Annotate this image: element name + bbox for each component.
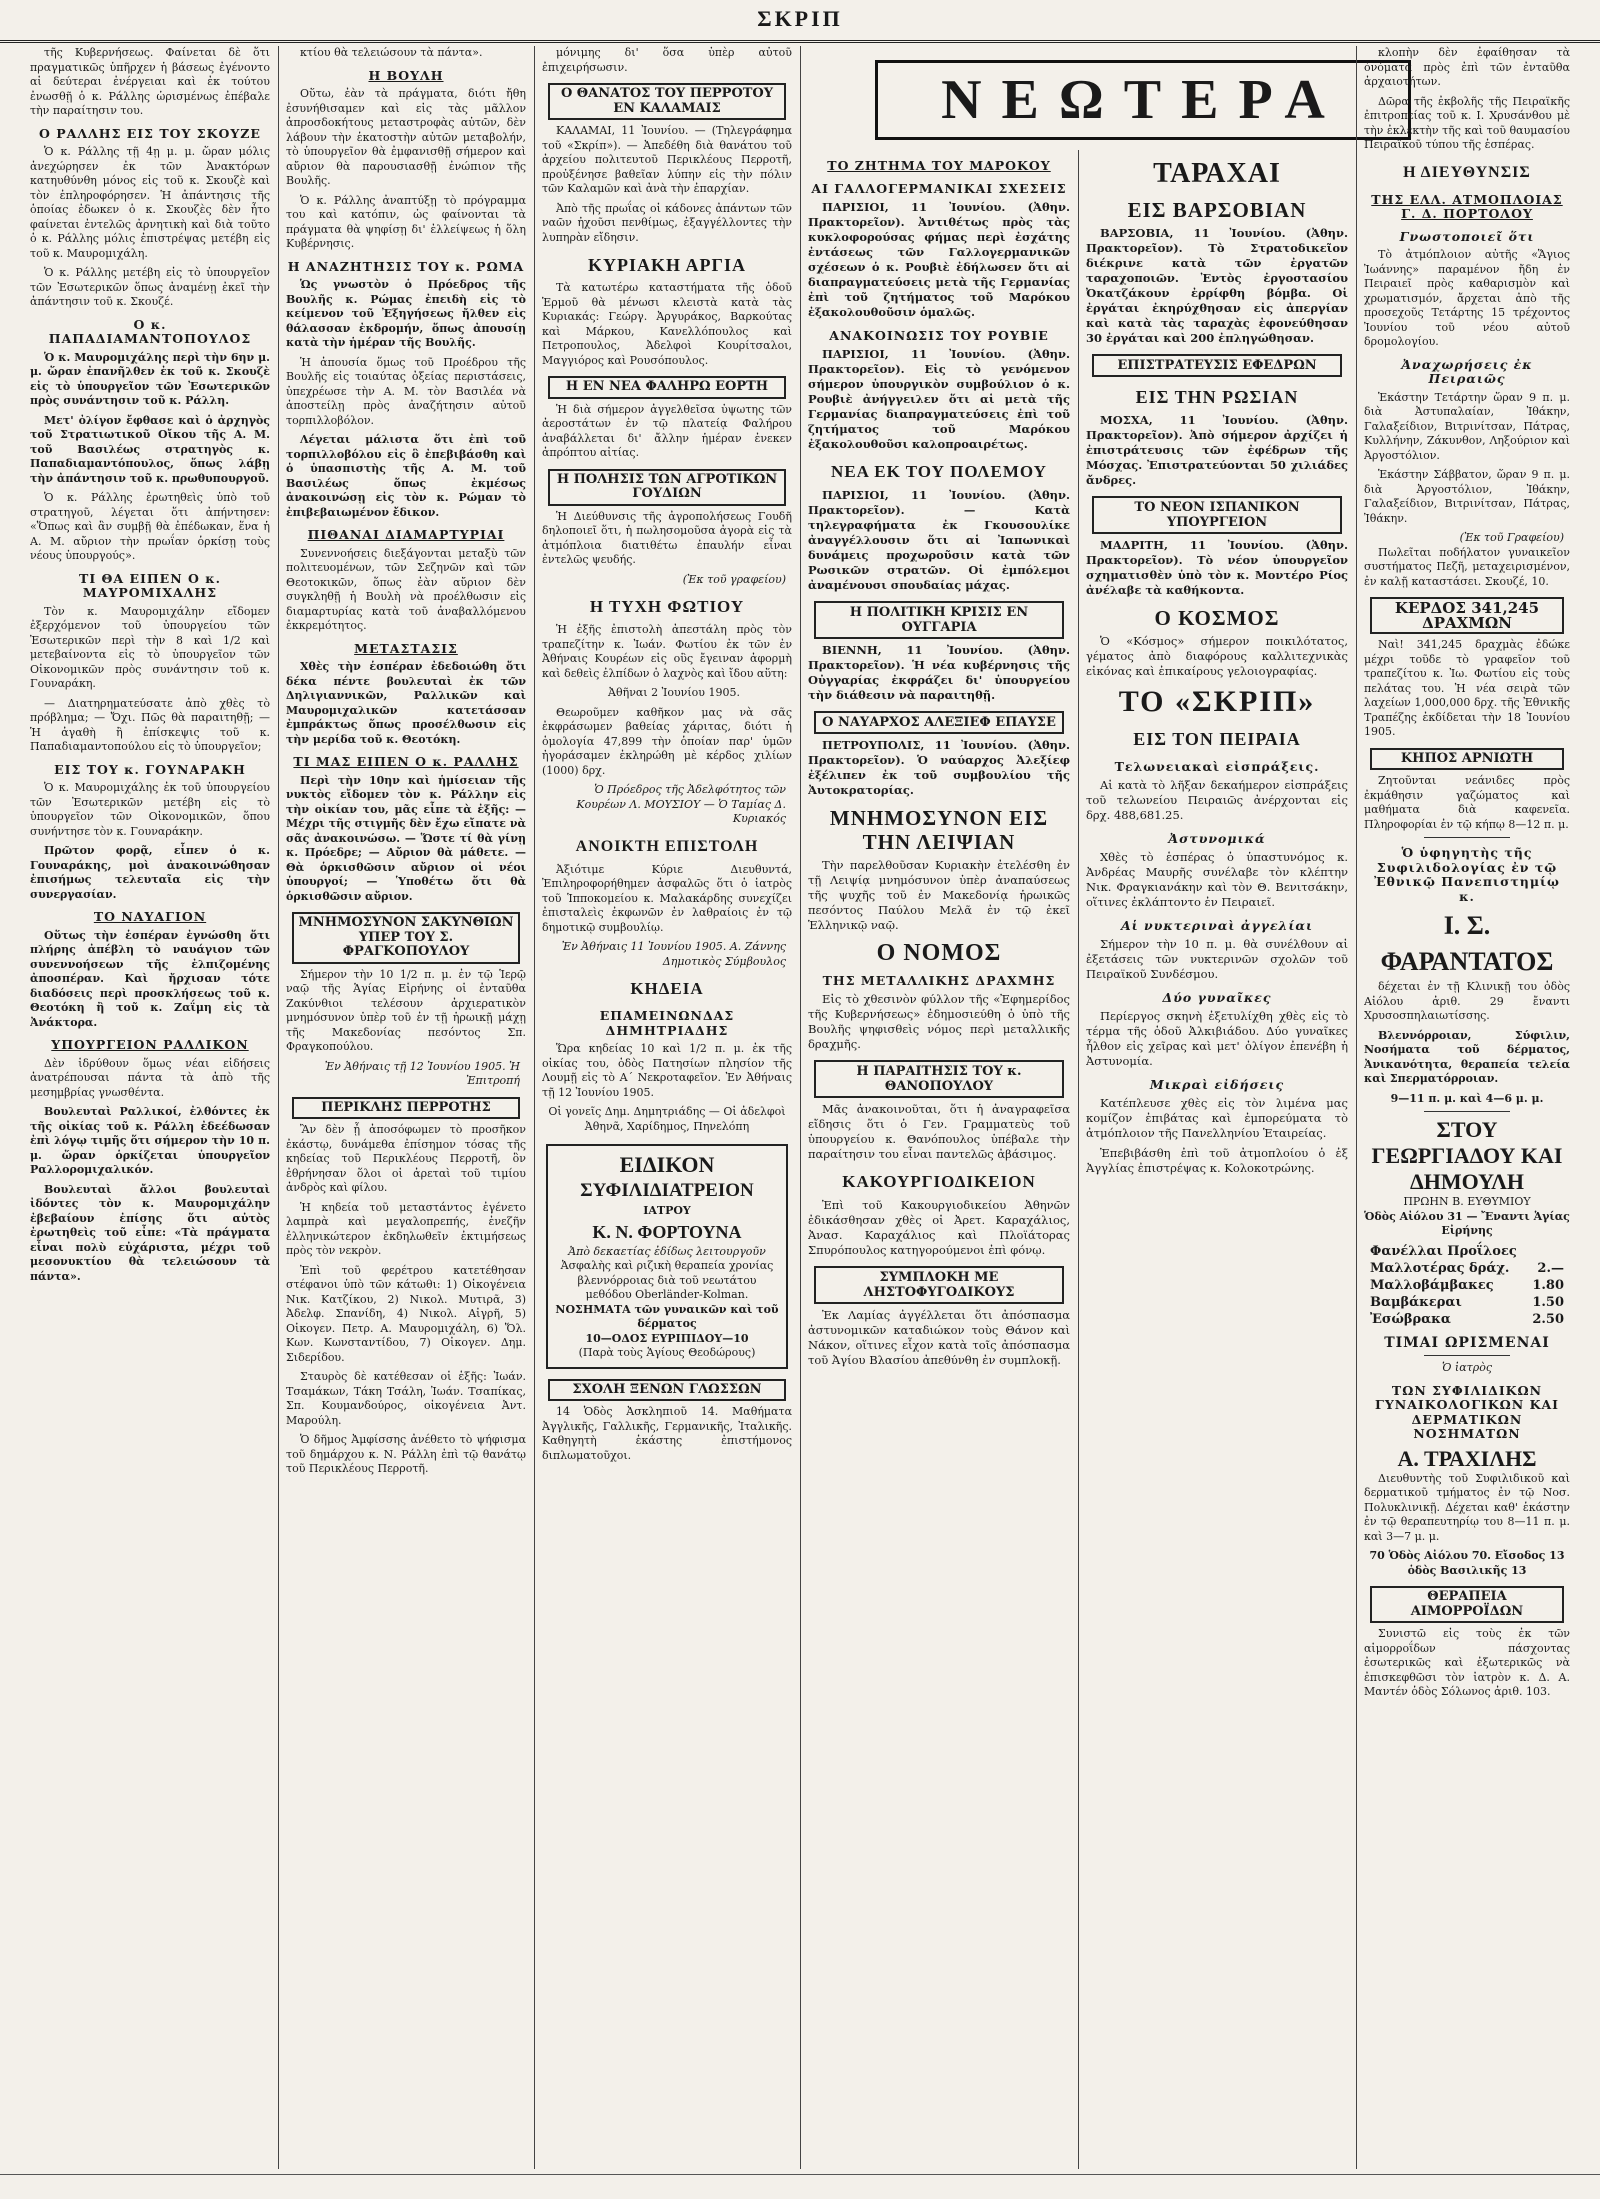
article-text: Ζητοῦνται νεάνιδες πρὸς ἐκμάθησιν γαζώματος καὶ μαθήματα διὰ καφενεῖα. Πληροφορίαι ἐν τῷ κήπῳ 8—12 π. μ.	[1364, 774, 1570, 831]
section-heading-boxed: ΘΕΡΑΠΕΙΑ ΑΙΜΟΡΡΟΪΔΩΝ	[1370, 1586, 1564, 1623]
article-text: Ἐπεβιβάσθη ἐπὶ τοῦ ἀτμοπλοίου ὁ ἐξ Ἀγγλίας ἐπιστρέψας κ. Κολοκοτρώνης.	[1086, 1146, 1348, 1175]
column-2	[286, 46, 526, 2169]
article-text: Οὕτως τὴν ἑσπέραν ἐγνώσθη ὅτι πλήρης ἀπέβλη τὸ ναυάγιον τῶν συνεννοήσεων τῆς ἐλπιζομένης ἀποσπέραν. Καὶ ἤρχισαν τότε διαδόσεις περὶ προσκλήσεως τοῦ κ. Θεοτόκη ἢ τοῦ κ. Ζαΐμη εἰς τὰ Ἀνάκτορα.	[30, 928, 270, 1029]
signature: Ὁ Πρόεδρος τῆς Ἀδελφότητος τῶν Κουρέων Λ. ΜΟΥΣΙΟΥ — Ὁ Ταμίας Δ. Κυριακός	[576, 783, 786, 825]
office-hours: 9—11 π. μ. καὶ 4—6 μ. μ.	[1390, 1091, 1544, 1105]
price-row	[1364, 1277, 1570, 1294]
article-text: Αἱ κατὰ τὸ λῆξαν δεκαήμερον εἰσπράξεις τοῦ τελωνείου Πειραιῶς ἀνέρχονται εἰς δρχ. 488,681.25.	[1086, 778, 1348, 822]
section-subheading: ΕΠΑΜΕΙΝΩΝΔΑΣ ΔΗΜΗΤΡΙΑΔΗΣ	[599, 1008, 735, 1038]
section-heading: ΑΝΑΚΟΙΝΩΣΙΣ ΤΟΥ ΡΟΥΒΙΕ	[829, 328, 1049, 343]
article-text: Ὁ κ. Ράλλης τῇ 4ῃ μ. μ. ὥραν μόλις ἀνεχώρησεν ἐκ τῶν Ἀνακτόρων κατηυθύνθη μόνος εἰς τοῦ κ. Σκουζὲ καὶ τὸν ἐπληροφόρησεν. Ἡ ἀπάντησις τῆς ὁποίας ἐδωκεν ὁ κ. Σκουζὲς δὲν ἦτο φαίνεται ἐντελῶς ἀρνητικὴ καὶ διὰ τοῦτο ὁ κ. Ράλλης μόλις ἐπιστρέψας μετέβη εἰς τοῦ κ. Μαυρομιχάλη.	[30, 145, 270, 260]
article-text: ΚΑΛΑΜΑΙ, 11 Ἰουνίου. — (Τηλεγράφημα τοῦ «Σκρίπ»). — Ἀπεδέθη διὰ θανάτου τοῦ ἀρχείου πολιτευτοῦ Περικλέους Περροτῆ, προὐξένησε βαθεῖαν λύπην εἰς τὴν πόλιν τῶν Καλαμῶν καὶ ἀνὰ τὴν ἐπαρχίαν.	[542, 124, 792, 195]
article-text: Μᾶς ἀνακοινοῦται, ὅτι ἡ ἀναγραφεῖσα εἴδησις ὅτι ὁ Γεν. Γραμματεὺς τοῦ ὑπουργείου κ. Θανόπουλος ὑπέβαλε τὴν παραίτησιν του εἶναι παντελῶς ἀβάσιμος.	[808, 1102, 1070, 1161]
article-text: Ὁ κ. Ράλλης ἐρωτηθεὶς ὑπὸ τοῦ στρατηγοῦ, λέγεται ὅτι ἀπήντησεν: «Ὅπως καὶ ἂν συμβῇ θὰ ἐπέδωκαν, ἕνα ἡ Α. Μ. αὔριον τὴν πρωΐαν ὁρκίσῃ τοὺς νέους ὑπουργούς».	[30, 491, 270, 562]
article-text: ΜΟΣΧΑ, 11 Ἰουνίου. (Ἀθην. Πρακτορεῖον). Ἀπὸ σήμερον ἀρχίζει ἡ ἐπιστράτευσις τῶν ἐφέδρων τῆς Μόσχας. Ἐπιστρατεύονται 50 χιλιάδες ἄνδρες.	[1086, 413, 1348, 487]
fixed-prices: ΤΙΜΑΙ ΩΡΙΣΜΕΝΑΙ	[1384, 1334, 1550, 1351]
article-text: Ὁ κ. Μαυρομιχάλης περὶ τὴν 6ην μ. μ. ὥραν ἐπανῆλθεν ἐκ τοῦ κ. Σκουζὲ εἰς τὸ ὑπουργεῖον τῶν Ἐσωτερικῶν πρὸς συνάντησιν τοῦ κ. Ράλλη.	[30, 350, 270, 407]
article-text: Ἑκάστην Σάββατον, ὥραν 9 π. μ. διὰ Ἀργοστόλιον, Ἰθάκην, Γαλαξείδιον, Βιτρινίτσαν, Πάτρας, Ἰθάκην.	[1364, 468, 1570, 525]
article-text: Ἐκ Λαμίας ἀγγέλλεται ὅτι ἀπόσπασμα ἀστυνομικῶν καταδιώκον τοὺς Θάνον καὶ Νάκον, οἵτινες εἶχον κατὰ τοῖς ἀπόσπασμα τοῦ Ἀγίου Βλασίου ἀπεθύνθη ἐν συμπλοκῇ.	[808, 1308, 1070, 1367]
article-text: Περίεργος σκηνὴ ἐξετυλίχθη χθὲς εἰς τὸ τέρμα τῆς ὁδοῦ Ἀλκιβιάδου. Δύο γυναῖκες ἦλθον εἰς χεῖρας καὶ μετ' ὀλίγον ἐπενέβη ἡ Ἀστυνομία.	[1086, 1009, 1348, 1068]
article-text: Τὸ ἀτμόπλοιον αὐτῆς «Ἅγιος Ἰωάννης» παραμένον ἤδη ἐν Πειραιεῖ πρὸς καθαρισμὸν καὶ χρωματισμόν, ἄρχεται ἀπὸ τῆς προσεχοῦς Τετάρτης 15 τρέχοντος Ἰουνίου τοῦ νέου αὐτοῦ δρομολογίου.	[1364, 248, 1570, 348]
price-item: Φανέλλαι Προΐλοες	[1370, 1243, 1517, 1259]
article-text: ΒΙΕΝΝΗ, 11 Ἰουνίου. (Ἀθην. Πρακτορεῖον). Ἡ νέα κυβέρνησις τῆς Οὐγγαρίας ἐκφράζει δι' ὑπουργείου τὴν διάθεσιν νὰ παραιτηθῇ.	[808, 643, 1070, 702]
section-subheading: ΤΗΣ ΕΛΛ. ΑΤΜΟΠΛΟΙΑΣ Γ. Δ. ΠΟΡΤΟΛΟΥ	[1371, 191, 1563, 221]
section-heading: Μικραὶ εἰδήσεις	[1149, 1077, 1285, 1092]
section-subheading: ΕΙΣ ΤΟΝ ΠΕΙΡΑΙΑ	[1133, 729, 1301, 749]
article-text: Ἡ διὰ σήμερον ἀγγελθεῖσα ὑψωτης τῶν ἀεροστάτων ἐν τῷ πλατείᾳ Φαλήρου ἀναβάλλεται δι' ἄλλην ἡμέραν ἐνεκεν ἀπρόπτου αἰτίας.	[542, 402, 792, 459]
column-6	[1364, 46, 1570, 2169]
masthead	[0, 0, 1600, 43]
section-heading: Ἀστυνομικά	[1168, 831, 1266, 846]
article-text: Ὁ κ. Μαυρομιχάλης ἐκ τοῦ ὑπουργείου τῶν Ἐσωτερικῶν μετέβη εἰς τὸ ὑπουργεῖον τῶν Οἰκονομικῶν, ὅπου συνήντησε τὸν κ. Γουναράκην.	[30, 781, 270, 838]
signature: (Ἐκ τοῦ γραφείου)	[682, 572, 786, 586]
column-5	[1086, 150, 1348, 2169]
advertisement-box	[546, 1144, 788, 1369]
ad-address: 70 Ὁδὸς Αἰόλου 70. Εἴσοδος 13 ὁδὸς Βασιλικῆς 13	[1369, 1549, 1565, 1577]
section-heading: ΤΙ ΘΑ ΕΙΠΕΝ Ο κ. ΜΑΥΡΟΜΙΧΑΛΗΣ	[79, 570, 221, 600]
article-text: Ἀθῆναι 2 Ἰουνίου 1905.	[608, 686, 740, 699]
price-value: 1.50	[1532, 1294, 1564, 1310]
price-item: Ἐσώβρακα	[1370, 1311, 1451, 1327]
section-heading-boxed: ΚΕΡΔΟΣ 341,245 ΔΡΑΧΜΩΝ	[1370, 597, 1564, 634]
article-text: ΠΕΤΡΟΥΠΟΛΙΣ, 11 Ἰουνίου. (Ἀθην. Πρακτορεῖον). Ὁ ναύαρχος Ἀλεξίεφ ἐξέλιπεν ἐκ τοῦ συμβουλίου τῆς Ἀυτοκρατορίας.	[808, 738, 1070, 797]
article-text: Μετ' ὀλίγον ἔφθασε καὶ ὁ ἀρχηγὸς τοῦ Στρατιωτικοῦ Οἴκου τῆς Α. Μ. τοῦ Βασιλέως στρατηγὸς κ. Παπαδιαμαντόπουλος, ὅπως λάβῃ τὴν ἀπάντησιν τοῦ κ. πρωθυπουργοῦ.	[30, 413, 270, 485]
column-rule	[1078, 150, 1079, 2169]
section-subheading: ΑΙ ΓΑΛΛΟΓΕΡΜΑΝΙΚΑΙ ΣΧΕΣΕΙΣ	[811, 181, 1067, 196]
article-text: Τὴν παρελθοῦσαν Κυριακὴν ἐτελέσθη ἐν τῇ Λειψίᾳ μνημόσυνον ὑπὲρ ἀναπαύσεως τῆς ψυχῆς τοῦ ἐν Μακεδονίᾳ ἡρωικῶς πεσόντος Παύλου Μελᾶ ἐν τῷ ἐκεῖ Ἑλληνικῷ ναῷ.	[808, 858, 1070, 932]
news-banner: ΝΕΩΤΕΡΑ	[875, 60, 1411, 140]
divider	[1424, 1111, 1510, 1112]
article-text: Σήμερον τὴν 10 π. μ. θὰ συνέλθουν αἱ ἐξετάσεις τῶν νυκτερινῶν σχολῶν τοῦ Πειραϊκοῦ Συνδέσμου.	[1086, 937, 1348, 981]
section-subheading: ΤΗΣ ΜΕΤΑΛΛΙΚΗΣ ΔΡΑΧΜΗΣ	[822, 973, 1056, 988]
article-text: Εἰς τὸ χθεσινὸν φύλλον τῆς «Ἐφημερίδος τῆς Κυβερνήσεως» ἐδημοσιεύθη ὁ ὑπὸ τῆς Βουλῆς ψηφισθεὶς νόμος περὶ μεταλλικῆς δραχμῆς.	[808, 992, 1070, 1051]
signature: (Ἐκ τοῦ Γραφείου)	[1459, 531, 1564, 544]
section-heading: Ο ΡΑΛΛΗΣ ΕΙΣ ΤΟΥ ΣΚΟΥΖΕ	[39, 125, 261, 141]
section-heading: ΜΝΗΜΟΣΥΝΟΝ ΕΙΣ ΤΗΝ ΛΕΙΨΙΑΝ	[829, 806, 1049, 854]
section-heading-boxed: Ο ΘΑΝΑΤΟΣ ΤΟΥ ΠΕΡΡΟΤΟΥ ΕΝ ΚΑΛΑΜΑΙΣ	[548, 83, 786, 120]
section-heading: ΠΙΘΑΝΑΙ ΔΙΑΜΑΡΤΥΡΙΑΙ	[307, 527, 505, 542]
price-row	[1364, 1243, 1570, 1260]
ad-name: Α. ΤΡΑΧΙΛΗΣ	[1397, 1445, 1537, 1471]
article-text: Οὕτω, ἐὰν τὰ πράγματα, διότι ἤθη ἐσυνήθισαμεν καὶ εἰς τὰς μᾶλλον ἀπροσδοκήτους μεταστροφὰς αὐτῶν, δὲν λάβουν τὴν ἑκατοστὴν αὐτῶν μεταβολήν, τὸ ὑπουργεῖον θὰ ἐμφανισθῇ σήμερον καὶ αὔριον θὰ παρουσιασθῇ ἐνώπιον τῆς Βουλῆς.	[286, 87, 526, 187]
article-text: Ἡ Διεύθυνσις τῆς ἀγροπολήσεως Γουδῆ δηλοποιεῖ ὅτι, ἡ πωλησομοῦσα ἀγορὰ εἰς τὰ ἀτμόπλοια διατιθέτω ἐπαυλήν εἶναι ἐντελῶς ψευδής.	[542, 509, 792, 566]
article-text: Τὰ κατωτέρω καταστήματα τῆς ὁδοῦ Ἑρμοῦ θὰ μένωσι κλειστὰ κατὰ τὰς Κυριακάς: Γεώργ. Ἀργυράκος, Βαρκούτας καὶ Μάρκου, Κανελλόπουλος καὶ Πετροπουλος, Ἀδελφοὶ Κουρίτσαλοι, Μαγγιόρος καὶ Ρουσόπουλος.	[542, 281, 792, 367]
price-row	[1364, 1260, 1570, 1277]
article-text: Σήμερον τὴν 10 1/2 π. μ. ἐν τῷ Ἱερῷ ναῷ τῆς Ἁγίας Εἰρήνης οἱ ἐνταῦθα Ζακύνθιοι τελέσουν ἀρχιερατικὸν μνημόσυνον ὑπὲρ τοῦ ἐν τῇ ἡρωικῇ μάχῃ τῆς Μακεδονίας πεσόντος Σπ. Φραγκοπούλου.	[286, 967, 526, 1053]
article-text: Χθὲς τὴν ἑσπέραν ἐδεδοιώθη ὅτι δέκα πέντε βουλευταὶ ἐκ τῶν Δηλιγιαννικῶν, Ραλλικῶν καὶ Μαυρομιχαλικῶν κατετάσσαν ἐμπράκτως ὅπως προσέλθωσιν εἰς τὴν μερίδα τοῦ κ. Θεοτόκη.	[286, 660, 526, 746]
column-rule	[1356, 46, 1357, 2169]
article-text: Κατέπλευσε χθὲς εἰς τὸν λιμένα μας κομίζον ἐπιβάτας καὶ ἐμπορεύματα τὸ ἀτμόπλοιον τῆς Πανελληνίου Ἑταιρείας.	[1086, 1096, 1348, 1140]
article-text: Ἑκάστην Τετάρτην ὥραν 9 π. μ. διὰ Ἀστυπαλαίαν, Ἰθάκην, Γαλαξείδιον, Βιτρινίτσαν, Πάτρας, Κυλλήνην, Ζάκυνθον, Ληξούριον καὶ Ἀργοστόλιον.	[1364, 390, 1570, 462]
section-heading: ΜΕΤΑΣΤΑΣΙΣ	[354, 640, 458, 656]
section-subheading: Γνωστοποιεῖ ὅτι	[1399, 228, 1535, 244]
section-heading: Ο κ. ΠΑΠΑΔΙΑΜΑΝΤΟΠΟΥΛΟΣ	[48, 316, 252, 346]
article-text: Δὲν ἱδρύθουν ὅμως νέαι εἰδήσεις ἀνατρέπουσαι πάντα τὰ ἀπὸ τῆς μεσημβρίας γνωσθέντα.	[30, 1056, 270, 1099]
price-value: 1.80	[1532, 1277, 1564, 1293]
ad-text: ΝΟΣΗΜΑΤΑ τῶν γυναικῶν καὶ τοῦ δέρματος	[555, 1302, 779, 1330]
section-heading-boxed: ΣΥΜΠΛΟΚΗ ΜΕ ΛΗΣΤΟΦΥΓΟΔΙΚΟΥΣ	[814, 1266, 1064, 1304]
ad-address: Ὁδὸς Αἰόλου 31 — Ἔναντι Ἁγίας Εἰρήνης	[1364, 1209, 1570, 1237]
ad-heading: Ὁ ὑφηγητὴς τῆς Συφιλιδολογίας ἐν τῷ Ἐθνικῷ Πανεπιστημίῳ κ.	[1374, 845, 1560, 904]
signature: Ἐν Ἀθήναις τῇ 12 Ἰουνίου 1905. Ἡ Ἐπιτροπή	[324, 1059, 520, 1087]
section-heading-boxed: ΤΟ ΝΕΟΝ ΙΣΠΑΝΙΚΟΝ ΥΠΟΥΡΓΕΙΟΝ	[1092, 496, 1342, 534]
article-text: Πωλεῖται ποδήλατον γυναικεῖον συστήματος Πεζῆ, μεταχειρισμένον, ἐν καλῇ καταστάσει. Σκουζέ, 10.	[1364, 545, 1570, 588]
ad-text: Ἀσφαλὴς καὶ ριζικὴ θεραπεία χρονίας βλεννόρροιας διὰ τοῦ νεωτάτου μεθόδου Oberländer-Kolman.	[560, 1259, 774, 1301]
price-list	[1364, 1243, 1570, 1328]
article-text: Βλεννόρροιαν, Σύφιλιν, Νοσήματα τοῦ δέρματος, Ἀνικανότητα, θεραπεία τελεία καὶ Σπερματόρροιαν.	[1364, 1028, 1570, 1085]
section-heading: Η ΑΝΑΖΗΤΗΣΙΣ ΤΟΥ κ. ΡΩΜΑ	[287, 258, 525, 274]
section-heading: Ο ΝΟΜΟΣ	[876, 940, 1002, 966]
section-heading-boxed: Ο ΝΑΥΑΡΧΟΣ ΑΛΕΞΙΕΦ ΕΠΑΥΣΕ	[814, 711, 1064, 734]
section-heading-boxed: ΠΕΡΙΚΛΗΣ ΠΕΡΡΟΤΗΣ	[292, 1097, 520, 1120]
signature: Ἐν Ἀθήναις 11 Ἰουνίου 1905. Α. Ζάννης Δημοτικὸς Σύμβουλος	[561, 940, 786, 968]
section-heading: ΤΟ «ΣΚΡΙΠ»	[1118, 685, 1316, 718]
article-text: ΠΑΡΙΣΙΟΙ, 11 Ἰουνίου. (Ἀθην. Πρακτορεῖον). — Κατὰ τηλεγραφήματα ἐκ Γκουσουλίκε ἀναγγέλλουσιν ὅτι αἱ Ἰαπωνικαὶ δυνάμεις προχωροῦσιν κατὰ τῶν Ρωσικῶν στρατῶν. Οἱ ἐμπόλεμοι ἀναμένουσι σπουδαίας μάχας.	[808, 488, 1070, 592]
article-text: Λέγεται μάλιστα ὅτι ἐπὶ τοῦ τορπιλλοβόλου εἰς ὃ ἐπεβιβάσθη καὶ ὁ ὑπασπιστὴς τῆς Α. Μ. τοῦ Βασιλέως ὅπως ἐκμέσως ἀνακοινώσῃ εἰς τὸν κ. Ρώμαν τὸ ἐπιβεβαιωμένον ἔδικον.	[286, 433, 526, 519]
section-heading: ΤΙ ΜΑΣ ΕΙΠΕΝ Ο κ. ΡΑΛΛΗΣ	[293, 754, 519, 769]
section-heading-boxed: Η ΕΝ ΝΕΑ ΦΑΛΗΡΩ ΕΟΡΤΗ	[548, 376, 786, 399]
ad-text: (Παρὰ τοὺς Ἁγίους Θεοδώρους)	[578, 1346, 756, 1359]
price-item: Μαλλοβάμβακες	[1370, 1277, 1494, 1293]
article-text: Ἐπὶ τοῦ Κακουργιοδικείου Ἀθηνῶν ἐδικάσθησαν χθὲς οἱ Ἀρετ. Καραχάλιος, Ἀνασ. Καραχάλιος καὶ Πλοϊάτορας Σπυρόπουλος κατηγορούμενοι ἐπὶ φόνῳ.	[808, 1198, 1070, 1257]
ad-text: Ὁ ἰατρὸς	[1441, 1361, 1493, 1374]
section-heading: ΑΝΟΙΚΤΗ ΕΠΙΣΤΟΛΗ	[575, 837, 759, 855]
column-4	[808, 150, 1070, 2169]
signature: Οἱ γονεῖς Δημ. Δημητριάδης — Οἱ ἀδελφοὶ Ἀθηνᾶ, Χαρίδημος, Πηνελόπη	[548, 1105, 786, 1133]
article-text: — Διατηρηματεύσατε ἀπὸ χθὲς τὸ πρόβλημα; — Ὄχι. Πῶς θὰ παραιτηθῇ; — Ἡ ἀγαθὴ ἢ ἐπίσκεψις τοῦ κ. Παπαδιαμαντοπούλου εἰς τὸ ὑπουργεῖον;	[30, 696, 270, 753]
ad-subtitle: ΠΡΩΗΝ Β. ΕΥΘΥΜΙΟΥ	[1403, 1195, 1531, 1208]
section-heading: ΤΑΡΑΧΑΙ	[1153, 158, 1281, 189]
section-heading-boxed: ΣΧΟΛΗ ΞΕΝΩΝ ΓΛΩΣΣΩΝ	[548, 1379, 786, 1402]
article-text: κλοπὴν δὲν ἐφαίθησαν τὰ ὀνόματα πρὸς ἐπὶ τῶν ἐνταῦθα ἀρχαιοτήτων.	[1364, 46, 1570, 88]
section-heading: Η ΤΥΧΗ ΦΩΤΙΟΥ	[589, 597, 745, 616]
price-item: Μαλλοτέρας δράχ.	[1370, 1260, 1510, 1276]
article-text: 14 Ὁδὸς Ἀσκληπιοῦ 14. Μαθήματα Ἀγγλικῆς, Γαλλικῆς, Γερμανικῆς, Ἰταλικῆς. Καθηγητὴ ἑκάστης ἐπιστήμονος διπλωματοῦχοι.	[542, 1405, 792, 1462]
article-text: Ἀξιότιμε Κύριε Διευθυντά, Ἐπιληροφορήθημεν ἀσφαλῶς ὅτι ὁ ἰατρὸς τοῦ Ἱπποκομείου κ. Μαλακάρδης συνεχίζει ἐπισταλεὶς ἐκφωνῶν ἐν λαθραίοις ἐν τῷ δημοτικῷ συμβουλίῳ.	[542, 862, 792, 934]
article-text: ΠΑΡΙΣΙΟΙ, 11 Ἰουνίου. (Ἀθην. Πρακτορεῖον). Ἀντιθέτως πρὸς τὰς κυκλοφορούσας φήμας περὶ ἐσχάτης ἐντάσεως τῶν Γαλλογερμανικῶν σχέσεων ὁ κ. Ρουβιὲ ἐδήλωσεν ὅτι αἱ διαπραγματεύσεις μετὰ τῆς Γερμανίας ἐπὶ τοῦ ζητήματος τοῦ Μαρόκου ἐξακολουθοῦσιν ὁμαλῶς.	[808, 200, 1070, 319]
article-text: Βουλευταὶ ἄλλοι βουλευταὶ ἰδόντες τὸν κ. Μαυρομιχάλην ἐβεβαίουν ἐπίσης ὅτι αὐτὸς ἐρωτηθεὶς τοῦ εἶπε: «Τὰ πράγματα εἶναι πολὺ εὐχάριστα, μέχρι τοῦ μεσονυκτίου θὰ τελειώσουν τὰ πάντα».	[30, 1182, 270, 1283]
article-text: Ὁ δῆμος Ἀμφίσσης ἀνέθετο τὸ ψήφισμα τοῦ δημάρχου κ. Ν. Ράλλη ἐπὶ τῷ θανάτῳ τοῦ Περικλέους Περροτῆ.	[286, 1433, 526, 1475]
section-heading-boxed: Η ΠΟΛΗΣΙΣ ΤΩΝ ΑΓΡΟΤΙΚΩΝ ΓΟΥΔΙΩΝ	[548, 469, 786, 506]
price-row	[1364, 1311, 1570, 1328]
article-text: Ἡ ἀπουσία ὅμως τοῦ Προέδρου τῆς Βουλῆς εἰς τοιαύτας ὀξείας περιστάσεις, ὑπεχρέωσε τὴν Α. Μ. τὸν Βασιλέα νὰ ἀποστείλῃ πρὸς ἀναζήτησιν αὐτοῦ τορπιλλοβόλον.	[286, 355, 526, 427]
article-text: ΒΑΡΣΟΒΙΑ, 11 Ἰουνίου. (Ἀθην. Πρακτορεῖον). Τὸ Στρατοδικεῖον διέκρινε κατὰ τῶν ἐργατῶν ταραχοποιῶν. Ἐντὸς ἐργοστασίου Ὀκατζάκουν ἐρρίφθη βόμβα. Οἱ ἐργάται ἐκηρύχθησαν εἰς ἀπεργίαν καὶ κατὰ τὰς ταραχὰς ἐφονεύθησαν 30 ἐργάται καὶ 200 ἐπληγώθησαν.	[1086, 226, 1348, 345]
ad-name: Ι. Σ. ΦΑΡΑΝΤΑΤΟΣ	[1380, 911, 1554, 976]
section-heading-boxed: ΜΝΗΜΟΣΥΝΟΝ ΣΑΚΥΝΘΙΩΝ ΥΠΕΡ ΤΟΥ Σ. ΦΡΑΓΚΟΠΟΥΛΟΥ	[292, 912, 520, 964]
article-text: ΠΑΡΙΣΙΟΙ, 11 Ἰουνίου. (Ἀθην. Πρακτορεῖον). Εἰς τὸ γενόμενον σήμερον ὑπουργικὸν συμβούλιον ὁ κ. Ρουβιὲ ἀνήγγειλεν ὅτι αἱ μετὰ τῆς Γερμανίας διαπραγματεύσεις ἐπὶ τοῦ ζητήματος τοῦ Μαρόκου ἐξακολουθοῦσι καλοπροαιρέτως.	[808, 347, 1070, 451]
section-subheading: Τελωνειακαὶ εἰσπράξεις.	[1114, 759, 1320, 774]
paper-name: ΣΚΡΙΠ	[757, 6, 843, 31]
section-heading: Η ΔΙΕΥΘΥΝΣΙΣ	[1403, 163, 1531, 181]
section-heading: ΕΙΣ ΤΟΥ κ. ΓΟΥΝΑΡΑΚΗ	[54, 761, 246, 777]
article-text: Διευθυντὴς τοῦ Συφιλιδικοῦ καὶ δερματικοῦ τμήματος ἐν τῷ Νοσ. Πολυκλινικῇ. Δέχεται καθ' ἑκάστην ἐν τῷ θεραπευτηρίῳ του 8—11 π. μ. καὶ 3—7 μ. μ.	[1364, 1471, 1570, 1543]
section-heading: Ο ΚΟΣΜΟΣ	[1154, 606, 1280, 630]
section-heading: ΚΥΡΙΑΚΗ ΑΡΓΙΑ	[588, 255, 746, 275]
section-heading: Αἱ νυκτεριναὶ ἀγγελίαι	[1120, 918, 1314, 933]
ad-address: 10—ΟΔΟΣ ΕΥΡΙΠΙΔΟΥ—10	[585, 1331, 749, 1345]
section-heading: ΚΗΔΕΙΑ	[630, 979, 704, 998]
article-text: Ὁ «Κόσμος» σήμερον ποικιλότατος, γέματος ἀπὸ διαφόρους καλλιτεχνικὰς εἰκόνας καὶ ἐπικαίρους γελοιογραφίας.	[1086, 634, 1348, 678]
section-heading: Η ΒΟΥΛΗ	[368, 67, 444, 83]
divider	[1424, 837, 1510, 838]
section-heading-boxed: ΕΠΙΣΤΡΑΤΕΥΣΙΣ ΕΦΕΔΡΩΝ	[1092, 354, 1342, 377]
section-heading: ΥΠΟΥΡΓΕΙΟΝ ΡΑΛΛΙΚΟΝ	[51, 1037, 249, 1052]
article-text: Συνεννοήσεις διεξάγονται μεταξὺ τῶν πολιτευομένων, τῶν Σεζηνῶν καὶ τῶν Θεοτοκικῶν, ὅπως ἐὰν αὔριον δὲν συγκληθῇ ἡ Βουλὴ νὰ προέλθωσιν εἰς διαμαρτυρίας κατὰ τοῦ ἀναβαλλόμενου ἐκκρεμότητος.	[286, 546, 526, 632]
ad-heading: ΤΩΝ ΣΥΦΙΛΙΔΙΚΩΝ ΓΥΝΑΙΚΟΛΟΓΙΚΩΝ ΚΑΙ ΔΕΡΜΑΤΙΚΩΝ ΝΟΣΗΜΑΤΩΝ	[1374, 1382, 1559, 1441]
section-heading: ΤΟ ΝΑΥΑΓΙΟΝ	[93, 909, 207, 924]
article-text: Ναὶ! 341,245 δραχμὰς ἐδώκε μέχρι τοῦδε τὸ γραφεῖον τοῦ τραπεζίτου κ. Ἰω. Φωτίου εἰς τοὺς πελάτας του. Ἡ νέα σειρὰ τῶν λαχείων 1,000,000 δρχ. τῆς Ἐθνικῆς Τραπέζης ἐκδίδεται τὴν 18 Ἰουνίου 1905.	[1364, 638, 1570, 738]
section-heading: ΕΙΣ ΒΑΡΣΟΒΙΑΝ	[1127, 198, 1307, 222]
ad-title: ΕΙΔΙΚΟΝ	[619, 1152, 715, 1177]
section-heading: ΤΟ ΖΗΤΗΜΑ ΤΟΥ ΜΑΡΟΚΟΥ	[827, 158, 1051, 173]
ad-title: ΣΤΟΥ ΓΕΩΡΓΙΑΔΟΥ ΚΑΙ ΔΗΜΟΥΛΗ	[1371, 1117, 1563, 1194]
article-text: Βουλευταὶ Ραλλικοί, ἐλθόντες ἐκ τῆς οἰκίας τοῦ κ. Ράλλη ἐδεέδωσαν ἐπὶ λόγῳ τιμῆς ὅτι σήμερον τὴν 10 π. μ. ὥραν ὁρκίζεται ὑπουργεῖον Ραλλορομιχαλικόν.	[30, 1105, 270, 1176]
article-text: Χθὲς τὸ ἑσπέρας ὁ ὑπαστυνόμος κ. Ἀνδρέας Μαυρῆς συνέλαβε τὸν κλέπτην Νικ. Φραγκιανάκην καὶ τὸν Θ. Βενιτσάκην, οἵτινες ἐκλάπτοντο ἐν Πειραιεῖ.	[1086, 850, 1348, 909]
section-heading-boxed: ΚΗΠΟΣ ΑΡΝΙΩΤΗ	[1370, 748, 1564, 771]
article-text: Ὥρα κηδείας 10 καὶ 1/2 π. μ. ἐκ τῆς οἰκίας του, ὁδὸς Πατησίων πλησίον τῆς Λουμῇ εἰς τὸ Α΄ Νεκροταφεῖον. Ἐν Ἀθήναις τῇ 12 Ἰουνίου 1905.	[542, 1042, 792, 1099]
section-heading: ΚΑΚΟΥΡΓΙΟΔΙΚΕΙΟΝ	[842, 1172, 1036, 1191]
section-heading: Δύο γυναῖκες	[1162, 990, 1272, 1005]
article-text: Ἂν δὲν ᾖ ἀποσόφωμεν τὸ προσῆκον ἐκάστῳ, δυνάμεθα ἐπίσημον τόσας τῆς κηδείας τοῦ Περικλέους Περροτῆ, ὃν ἐθρήνησαν ὅλοι οἱ ἀρεταὶ τοῦ τιμίου ἀνδρὸς καὶ φίλου.	[286, 1123, 526, 1194]
article-text: Δῶρα τῆς ἐκβολῆς τῆς Πειραϊκῆς ἐπιτροπείας τοῦ κ. Ι. Χρυσάνθου μὲ τὴν ἐκλεκτὴν τῆς καὶ τοῦ θαυμασίου Πειραϊκοῦ τύπου τῆς ἑσπέρας.	[1364, 94, 1570, 151]
divider	[1424, 1355, 1510, 1356]
article-text: ΜΑΔΡΙΤΗ, 11 Ἰουνίου. (Ἀθην. Πρακτορεῖον). Τὸ νέον ὑπουργεῖον σχηματισθὲν ὑπὸ τὸν κ. Μοντέρο Ρίος ἀνέλαβε τὰ καθήκοντα.	[1086, 538, 1348, 597]
article-text: Συνιστῶ εἰς τοὺς ἐκ τῶν αἱμορροΐδων πάσχοντας ἐσωτερικῶς καὶ ἐξωτερικῶς νὰ ἐπισκεφθῶσι τὸν ἰατρὸν κ. Δ. Α. Μαντέν ὁδὸς Σόλωνος ἀριθ. 103.	[1364, 1627, 1570, 1698]
article-text: Ἡ κηδεία τοῦ μεταστάντος ἐγένετο λαμπρὰ καὶ μεγαλοπρεπής, ἐνεζῆν ἐλληνικώτερον ἐκδηλωθεῖν ἐκτιμήσεως πρὸς τὸν νεκρὸν.	[286, 1200, 526, 1257]
ad-name: Κ. Ν. ΦΟΡΤΟΥΝΑ	[592, 1221, 742, 1242]
article-text: Σταυρὸς δὲ κατέθεσαν οἱ ἑξῆς: Ἰωάν. Τσαμάκων, Τάκη Τσάλη, Ἰωάν. Τσαπίκας, Σπ. Κουμανδούρος, οἰκογένεια Ἀντ. Μαρούλη.	[286, 1370, 526, 1427]
ad-text: Ἀπὸ δεκαετίας ἐδίδως λειτουργοῦν	[568, 1244, 766, 1258]
section-heading: ΕΙΣ ΤΗΝ ΡΩΣΙΑΝ	[1135, 387, 1299, 407]
article-text: Τὸν κ. Μαυρομιχάλην εἴδομεν ἐξερχόμενον τοῦ ὑπουργείου τῶν Ἐσωτερικῶν περὶ τὴν 8 καὶ 1/2 καὶ μετεβαίνοντα εἰς τὸ ὑπουργεῖον τῶν Οἰκονομικῶν πρὸς συνάντησιν τοῦ κ. Γουναράκη.	[30, 604, 270, 690]
footer-rule	[0, 2174, 1600, 2175]
article-text: τῆς Κυβερνήσεως. Φαίνεται δὲ ὅτι πραγματικῶς ὑπῆρχεν ἡ βάσεως ἐγένοντο αἱ δεύτεραι ἐνέργειαι καὶ ἐκ τούτου ἐνωσθῇ ὁ κ. Ράλλης ὡρισμένως ἐπέβαλε τὴν παραίτησιν του.	[30, 46, 270, 117]
column-3	[542, 46, 792, 2169]
section-heading-boxed: Η ΠΑΡΑΙΤΗΣΙΣ ΤΟΥ κ. ΘΑΝΟΠΟΥΛΟΥ	[814, 1060, 1064, 1098]
article-text: Πρῶτον φορᾷ, εἶπεν ὁ κ. Γουναράκης, μοὶ ἀνακοινώθησαν ἐπισήμως τελευταῖα εἰς τὴν συνεργασίαν.	[30, 844, 270, 901]
ad-title: ΣΥΦΙΛΙΔΙΑΤΡΕΙΟΝ	[580, 1180, 754, 1201]
article-text: Ὡς γνωστὸν ὁ Πρόεδρος τῆς Βουλῆς κ. Ρώμας ἐπειδὴ εἰς τὸ κείμενον τοῦ Ἐξηγήσεως ἤλθεν εἰς θάλασσαν ἐκδρομήν, ὅπως ἀπουσίῃ κατὰ τὴν ἡμέραν τῆς Βουλῆς.	[286, 278, 526, 349]
price-row	[1364, 1294, 1570, 1311]
column-rule	[800, 46, 801, 2169]
article-text: κτίου θὰ τελειώσουν τὰ πάντα».	[300, 46, 483, 59]
price-value: 2.50	[1532, 1311, 1564, 1327]
article-text: Ὁ κ. Ράλλης μετέβη εἰς τὸ ὑπουργεῖον τῶν Ἐσωτερικῶν ὅπως ἀναμένῃ ἐκεῖ τὴν ἀπάντησιν τοῦ κ. Σκουζέ.	[30, 266, 270, 308]
ad-text: ΙΑΤΡΟΥ	[643, 1204, 691, 1217]
article-text: Περὶ τὴν 10ην καὶ ἡμίσειαν τῆς νυκτὸς εἴδομεν τὸν κ. Ράλλην εἰς τὴν οἰκίαν του, μᾶς εἶπε τὰ ἐξῆς: — Μέχρι τῆς στιγμῆς δὲν ἔχω εἴπατε νὰ σᾶς ἀνακοινώσω. — Ὥστε τί θὰ γίνῃ κ. Πρόεδρε; — Αὔριον θὰ μάθετε. — Θὰ ὁρκισθῶσιν αὔριον οἱ νέοι ὑπουργοί; — Ὑποθέτω ὅτι θὰ ὁρκισθῶσιν αὔριον.	[286, 773, 526, 903]
article-text: Ἡ ἐξῆς ἐπιστολὴ ἀπεστάλη πρὸς τὸν τραπεζίτην κ. Ἰωάν. Φωτίου ἐκ τῶν ἐν Ἀθήναις Κουρέων εἰς οὓς ἔγειναν ἀφορμὴ καὶ δεθεὶς ἐλπίδων ὁ λαχνὸς καὶ ἴδου αὕτη:	[542, 623, 792, 680]
section-heading: Ἀναχωρήσεις ἐκ Πειραιῶς	[1401, 356, 1533, 386]
column-rule	[278, 46, 279, 2169]
column-1	[30, 46, 270, 2169]
article-text: Ἀπὸ τῆς πρωΐας οἱ κάδονες ἀπάντων τῶν ναῶν ἠχοῦσι πενθίμως, ἐξαγγέλλοντες τὴν λυπηρὰν εἴδησιν.	[542, 201, 792, 244]
article-text: δέχεται ἐν τῇ Κλινικῇ του ὁδὸς Αἰόλου ἀριθ. 29 ἔναντι Χρυσοσπηλαιωτίσσης.	[1364, 980, 1570, 1022]
article-text: Ἐπὶ τοῦ φερέτρου κατετέθησαν στέφανοι ὑπὸ τῶν κάτωθι: 1) Οἰκογένεια Νικ. Κατζίκου, 2) Νικολ. Μυτιρᾶ, 3) Ἀδελφ. Σπανίδη, 4) Νικολ. Αἰγρῆ, 5) Οἰκογεν. Πετρ. Α. Μαυρομιχάλη, 6) Ὅλ. Κων. Κωνσταντίδου, 7) Οἰκογεν. Δημ. Σιδερίδου.	[286, 1263, 526, 1364]
column-rule	[534, 46, 535, 2169]
section-heading-boxed: Η ΠΟΛΙΤΙΚΗ ΚΡΙΣΙΣ ΕΝ ΟΥΓΓΑΡΙΑ	[814, 601, 1064, 639]
article-text: Θεωροῦμεν καθῆκον μας νὰ σᾶς ἐκφράσωμεν βαθείας χάριτας, διότι ἡ ὁμολογία 47,899 τὴν ὁποίαν παρ' ὑμῶν ἠγοράσαμεν ἐκληρώθη μὲ κέρδος χιλίων (1000) δρχ.	[542, 705, 792, 777]
article-text: μόνιμης δι' ὅσα ὑπὲρ αὐτοῦ ἐπιχειρήσωσιν.	[542, 46, 792, 74]
article-text: Ὁ κ. Ράλλης ἀναπτύξῃ τὸ πρόγραμμα του καὶ κατόπιν, ὡς φαίνονται τὰ πράγματα θὰ ψηφίσῃ δι' ἐλλείψεως ἡ ὅλη Κυβέρνησις.	[286, 193, 526, 250]
section-heading: ΝΕΑ ΕΚ ΤΟΥ ΠΟΛΕΜΟΥ	[831, 462, 1047, 481]
price-value: 2.—	[1537, 1260, 1564, 1276]
price-item: Βαμβάκεραι	[1370, 1294, 1462, 1310]
